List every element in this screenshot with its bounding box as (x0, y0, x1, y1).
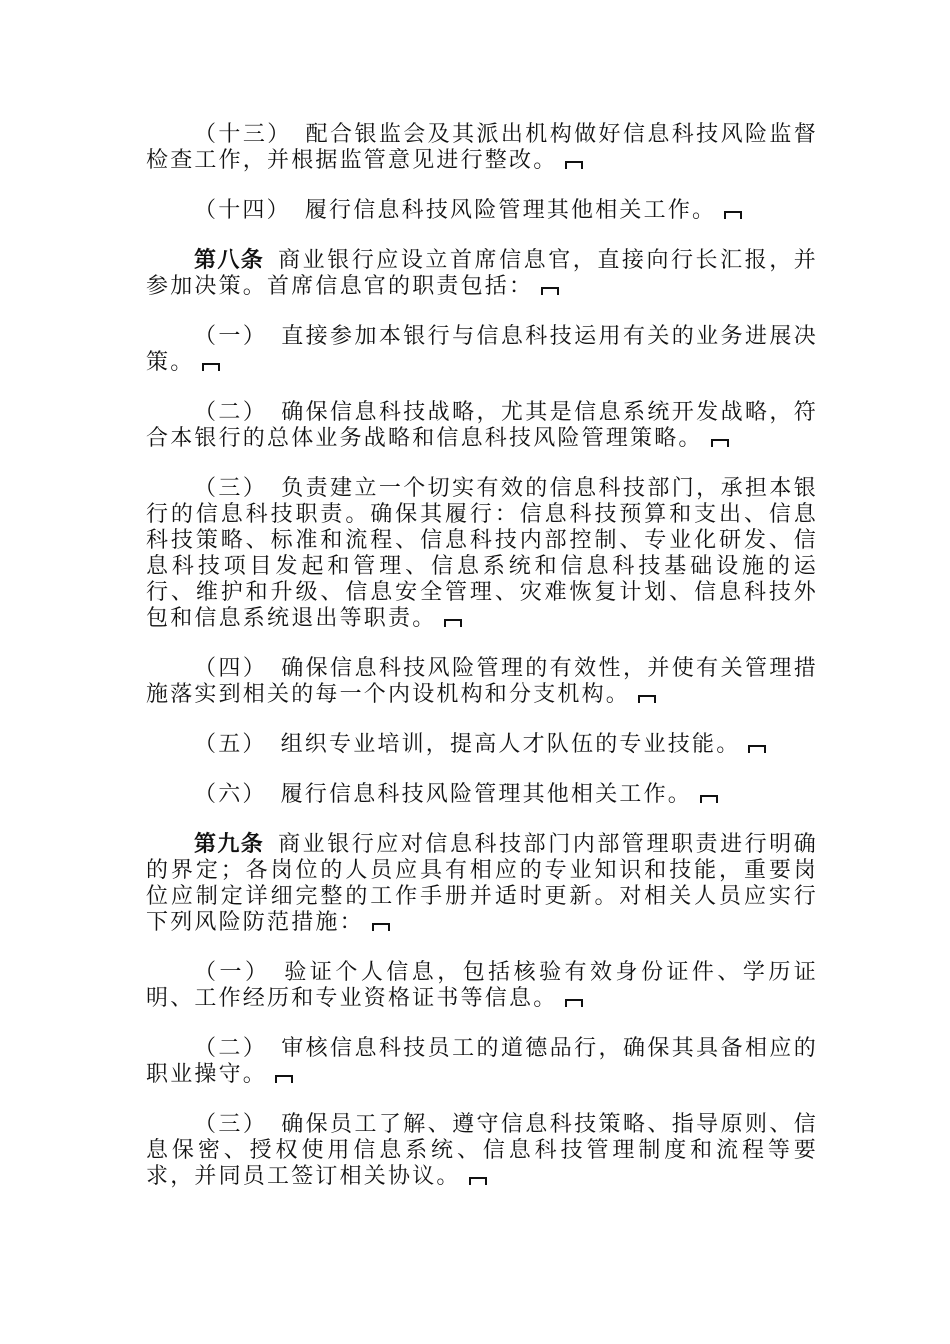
item-paragraph (146, 122, 818, 174)
item-number: （一） (194, 960, 271, 985)
article-text: 商业银行应对信息科技部门内部管理职责进行明确的界定；各岗位的人员应具有相应的专业知识和技能，重要岗位应制定详细完整的工作手册并适时更新。对相关人员应实行下列风险防范措施： (146, 832, 818, 935)
paragraph-mark-icon (444, 619, 462, 627)
item-paragraph (146, 400, 818, 452)
item-number: （三） (194, 476, 268, 501)
item-text: 确保信息科技风险管理的有效性，并使有关管理措施落实到相关的每一个内设机构和分支机构。 (146, 656, 818, 707)
paragraph-mark-icon (565, 999, 583, 1007)
item-paragraph (146, 1036, 818, 1088)
item-text: 直接参加本银行与信息科技运用有关的业务进展决策。 (146, 324, 818, 375)
item-number: （四） (194, 656, 268, 681)
article-title: 第八条 (194, 248, 265, 273)
article-paragraph (146, 248, 818, 300)
item-text: 履行信息科技风险管理其他相关工作。 (304, 198, 717, 223)
item-number: （一） (194, 324, 268, 349)
item-number: （二） (194, 1036, 268, 1061)
item-paragraph (146, 782, 818, 808)
paragraph-mark-icon (202, 363, 220, 371)
item-number: （十四） (194, 198, 291, 223)
article-paragraph (146, 832, 818, 936)
item-number: （十三） (194, 122, 292, 147)
item-text: 验证个人信息，包括核验有效身份证件、学历证明、工作经历和专业资格证书等信息。 (146, 960, 819, 1011)
item-paragraph (146, 476, 818, 632)
paragraph-mark-icon (541, 287, 559, 295)
item-paragraph (146, 960, 818, 1012)
item-number: （五） (194, 732, 267, 757)
article-text: 商业银行应设立首席信息官，直接向行长汇报，并参加决策。首席信息官的职责包括： (146, 248, 818, 299)
paragraph-mark-icon (372, 923, 390, 931)
item-text: 履行信息科技风险管理其他相关工作。 (280, 782, 693, 807)
item-number: （六） (194, 782, 267, 807)
paragraph-mark-icon (724, 211, 742, 219)
paragraph-mark-icon (565, 161, 583, 169)
paragraph-mark-icon (275, 1075, 293, 1083)
document-page (146, 122, 818, 1214)
item-paragraph (146, 656, 818, 708)
item-text: 确保员工了解、遵守信息科技策略、指导原则、信息保密、授权使用信息系统、信息科技管理制度和流程等要求，并同员工签订相关协议。 (146, 1112, 818, 1189)
item-text: 负责建立一个切实有效的信息科技部门，承担本银行的信息科技职责。确保其履行：信息科技预算和支出、信息科技策略、标准和流程、信息科技内部控制、专业化研发、信息科技项目发起和管理、信息系统和信息科技基础设施的运行、维护和升级、信息安全管理、灾难恢复计划、信息科技外包和信息系统退出等职责。 (146, 476, 818, 631)
paragraph-mark-icon (711, 439, 729, 447)
item-text: 组织专业培训，提高人才队伍的专业技能。 (280, 732, 741, 757)
item-text: 确保信息科技战略，尤其是信息系统开发战略，符合本银行的总体业务战略和信息科技风险管理策略。 (146, 400, 818, 451)
paragraph-mark-icon (469, 1177, 487, 1185)
item-text: 审核信息科技员工的道德品行，确保其具备相应的职业操守。 (146, 1036, 818, 1087)
item-number: （三） (194, 1112, 268, 1137)
item-paragraph (146, 1112, 818, 1190)
article-title: 第九条 (194, 832, 265, 857)
paragraph-mark-icon (638, 695, 656, 703)
paragraph-mark-icon (700, 795, 718, 803)
item-number: （二） (194, 400, 268, 425)
paragraph-mark-icon (748, 745, 766, 753)
item-text: 配合银监会及其派出机构做好信息科技风险监督检查工作，并根据监管意见进行整改。 (146, 122, 818, 173)
item-paragraph (146, 732, 818, 758)
item-paragraph (146, 198, 818, 224)
item-paragraph (146, 324, 818, 376)
